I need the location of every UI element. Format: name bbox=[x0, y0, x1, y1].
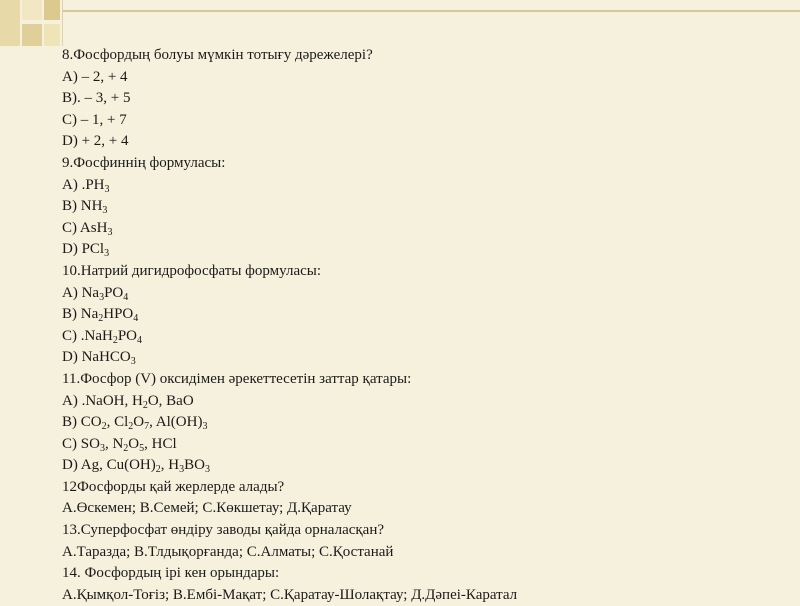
text-line bbox=[62, 175, 782, 197]
text-segment: D) Ag, Cu(OH) bbox=[62, 457, 156, 474]
subscript: 4 bbox=[137, 334, 143, 346]
text-line bbox=[62, 498, 782, 520]
subscript: 2 bbox=[112, 334, 118, 346]
text-segment: , Cl bbox=[106, 414, 129, 431]
text-segment: А.Таразда; В.Тлдықорғанда; С.Алматы; С.Қостанай bbox=[62, 543, 394, 560]
text-line bbox=[62, 239, 782, 261]
subscript: 2 bbox=[101, 421, 107, 433]
subscript: 2 bbox=[142, 399, 148, 411]
subscript: 7 bbox=[144, 421, 150, 433]
corner-decoration bbox=[0, 0, 62, 46]
text-line bbox=[62, 67, 782, 89]
text-line bbox=[62, 412, 782, 434]
decor-square bbox=[0, 0, 20, 46]
text-line bbox=[62, 45, 782, 67]
text-segment: , HCl bbox=[144, 435, 177, 452]
text-segment: A) .PH bbox=[62, 176, 105, 193]
text-segment: C) .NaH bbox=[62, 327, 113, 344]
text-line bbox=[62, 131, 782, 153]
text-line bbox=[62, 369, 782, 391]
top-rule bbox=[62, 10, 800, 12]
text-segment: O, BaO bbox=[147, 392, 194, 409]
text-segment: , H bbox=[160, 457, 180, 474]
subscript: 3 bbox=[99, 442, 105, 454]
subscript: 3 bbox=[99, 291, 105, 303]
text-segment: D) PCl bbox=[62, 241, 105, 258]
vertical-rule bbox=[62, 0, 63, 46]
text-line bbox=[62, 347, 782, 369]
text-segment: А.Өскемен; В.Семей; С.Көкшетау; Д.Қаратау bbox=[62, 500, 352, 517]
text-segment: C) – 1, + 7 bbox=[62, 111, 127, 128]
text-segment: 14. Фосфордың ірі кен орындары: bbox=[62, 565, 280, 582]
subscript: 5 bbox=[139, 442, 145, 454]
text-line bbox=[62, 585, 782, 606]
text-segment: A) .NaOH, H bbox=[62, 392, 143, 409]
decor-square bbox=[22, 24, 42, 46]
text-line bbox=[62, 455, 782, 477]
decor-square bbox=[44, 0, 60, 20]
text-segment: , N bbox=[104, 435, 124, 452]
subscript: 3 bbox=[130, 356, 136, 368]
text-segment: BO bbox=[184, 457, 205, 474]
text-segment: B) NH bbox=[62, 198, 103, 215]
text-line bbox=[62, 110, 782, 132]
text-segment: PO bbox=[104, 284, 124, 301]
text-segment: PO bbox=[117, 327, 138, 344]
text-segment: B) Na bbox=[62, 306, 99, 323]
subscript: 4 bbox=[123, 291, 129, 303]
text-segment: 10.Натрий дигидрофосфаты формуласы: bbox=[62, 262, 322, 279]
text-line bbox=[62, 563, 782, 585]
text-segment: А.Қымқол-Тоғіз; В.Ембі-Мақат; С.Қаратау-Шолақтау; Д.Дәпеі-Каратал bbox=[62, 586, 518, 603]
text-line bbox=[62, 542, 782, 564]
text-line bbox=[62, 196, 782, 218]
quiz-text bbox=[62, 45, 782, 606]
text-segment: D) NaHCO bbox=[62, 349, 131, 366]
text-line bbox=[62, 304, 782, 326]
decor-square bbox=[44, 24, 60, 46]
text-segment: O bbox=[128, 435, 140, 452]
text-segment: 8.Фосфордың болуы мүмкін тотығу дәрежелері? bbox=[62, 47, 373, 63]
subscript: 3 bbox=[202, 421, 208, 433]
text-segment: 12Фосфорды қай жерлерде алады? bbox=[62, 478, 285, 495]
text-line bbox=[62, 477, 782, 499]
text-segment: O bbox=[133, 414, 145, 431]
text-segment: 13.Суперфосфат өндіру заводы қайда орналасқан? bbox=[62, 522, 385, 539]
text-line bbox=[62, 218, 782, 240]
text-segment: , Al(OH) bbox=[149, 414, 203, 431]
text-line bbox=[62, 326, 782, 348]
subscript: 3 bbox=[102, 205, 108, 217]
subscript: 3 bbox=[204, 464, 210, 476]
subscript: 2 bbox=[128, 421, 134, 433]
text-line bbox=[62, 520, 782, 542]
subscript: 4 bbox=[133, 313, 139, 325]
text-line bbox=[62, 391, 782, 413]
text-segment: C) SO bbox=[62, 435, 100, 452]
text-segment: HPO bbox=[103, 306, 134, 323]
subscript: 3 bbox=[104, 183, 110, 195]
text-segment: 9.Фосфиннің формуласы: bbox=[62, 154, 226, 171]
text-segment: B) CO bbox=[62, 414, 102, 431]
text-segment: B). – 3, + 5 bbox=[62, 90, 131, 107]
text-segment: C) AsH bbox=[62, 219, 108, 236]
text-line bbox=[62, 88, 782, 110]
text-segment: A) – 2, + 4 bbox=[62, 68, 128, 85]
text-line bbox=[62, 153, 782, 175]
text-segment: D) + 2, + 4 bbox=[62, 133, 129, 150]
text-line bbox=[62, 283, 782, 305]
subscript: 2 bbox=[98, 313, 104, 325]
text-segment: A) Na bbox=[62, 284, 100, 301]
subscript: 3 bbox=[179, 464, 185, 476]
subscript: 3 bbox=[107, 226, 113, 238]
subscript: 2 bbox=[155, 464, 161, 476]
text-line bbox=[62, 434, 782, 456]
subscript: 2 bbox=[123, 442, 129, 454]
text-line bbox=[62, 261, 782, 283]
subscript: 3 bbox=[104, 248, 110, 260]
decor-square bbox=[22, 0, 42, 20]
text-segment: 11.Фосфор (V) оксидімен әрекеттесетін заттар қатары: bbox=[62, 370, 412, 387]
